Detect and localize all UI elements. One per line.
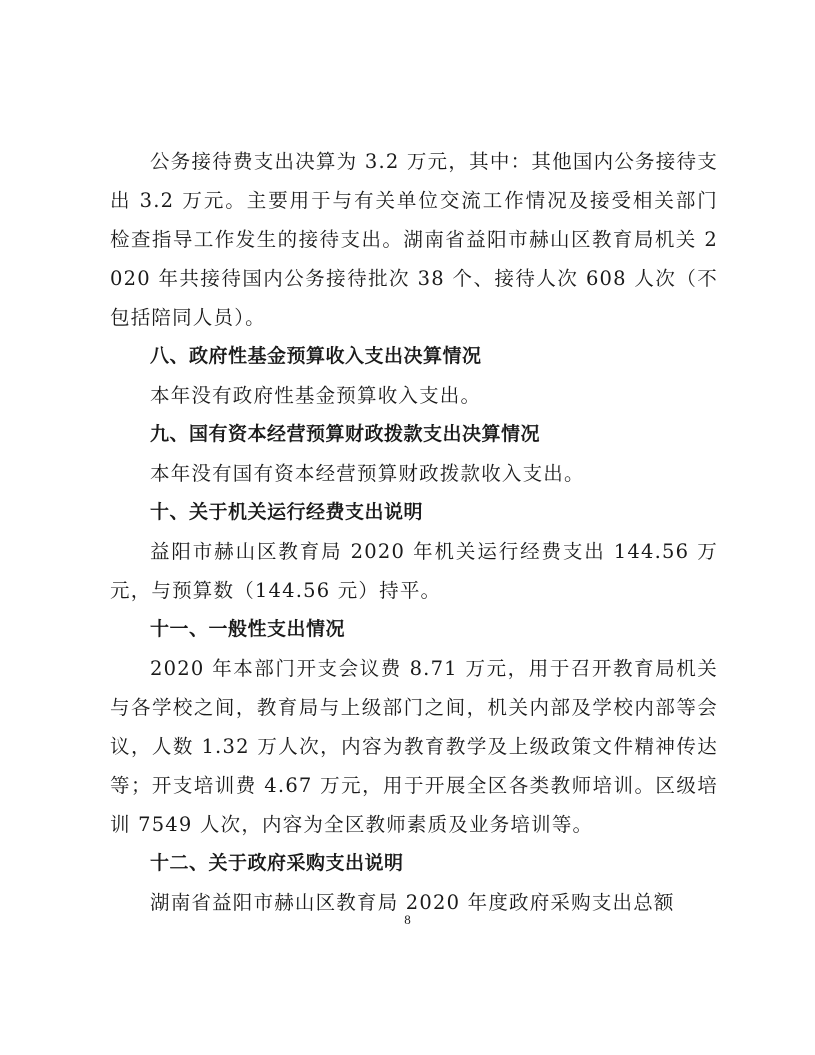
paragraph-procurement: 湖南省益阳市赫山区教育局 2020 年度政府采购支出总额 <box>150 891 675 914</box>
section-heading-12: 十二、关于政府采购支出说明 <box>150 852 404 874</box>
paragraph-government-fund: 本年没有政府性基金预算收入支出。 <box>150 384 482 407</box>
page-number: 8 <box>404 912 411 927</box>
paragraph-reception-expenses: 公务接待费支出决算为 3.2 万元，其中：其他国内公务接待支出 3.2 万元。主要用于与有关单位交流工作情况及接受相关部门检查指导工作发生的接待支出。湖南省益阳市赫山区教育局机关 2020 年共接待国内公务接待批次 38 个、接待人次 608 人次（不包括陪同人员）。 <box>110 150 718 329</box>
paragraph-general-expenses: 2020 年本部门开支会议费 8.71 万元，用于召开教育局机关与各学校之间，教育局与上级部门之间，机关内部及学校内部等会议，人数 1.32 万人次，内容为教育教学及上级政策文件精神传达等；开支培训费 4.67 万元，用于开展全区各类教师培训。区级培训 7549 人次，内容为全区教师素质及业务培训等。 <box>110 657 718 836</box>
paragraph-state-capital: 本年没有国有资本经营预算财政拨款收入支出。 <box>150 462 585 485</box>
section-heading-8: 八、政府性基金预算收入支出决算情况 <box>150 345 482 367</box>
section-heading-10: 十、关于机关运行经费支出说明 <box>150 501 424 523</box>
paragraph-operating-expenses: 益阳市赫山区教育局 2020 年机关运行经费支出 144.56 万元，与预算数（144.56 元）持平。 <box>110 540 718 602</box>
document-body <box>110 142 718 922</box>
section-heading-9: 九、国有资本经营预算财政拨款支出决算情况 <box>150 423 541 445</box>
section-heading-11: 十一、一般性支出情况 <box>150 618 346 640</box>
